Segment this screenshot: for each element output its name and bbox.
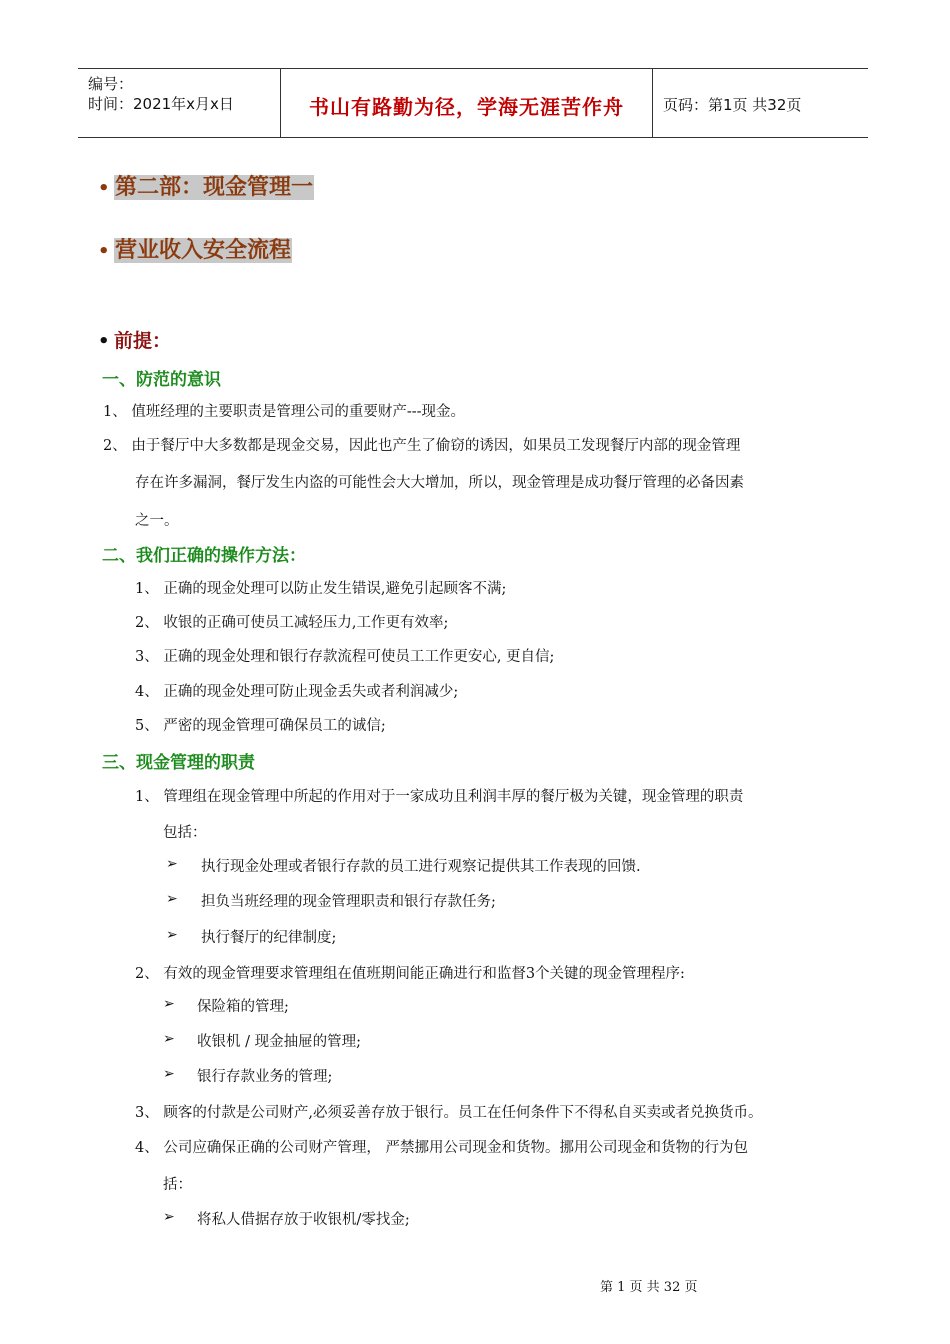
title-bullet-1: [98, 170, 314, 201]
bullet-dot-icon: •: [98, 331, 110, 352]
arrow-bullet-icon: ➢: [163, 996, 175, 1012]
arrow-bullet-icon: ➢: [166, 891, 178, 907]
page-footer: 第 1 页 共 32 页: [600, 1280, 698, 1295]
section3-sub-6: 银行存款业务的管理;: [197, 1069, 333, 1085]
section1-item-1: 1、 值班经理的主要职责是管理公司的重要财产---现金。: [103, 404, 466, 420]
arrow-bullet-icon: ➢: [166, 856, 178, 872]
section3-sub-2: 担负当班经理的现金管理职责和银行存款任务;: [201, 894, 496, 910]
section2-item-1: 1、 正确的现金处理可以防止发生错误,避免引起顾客不满;: [135, 581, 507, 597]
arrow-bullet-icon: ➢: [166, 927, 178, 943]
section2-item-3: 3、 正确的现金处理和银行存款流程可使员工工作更安心, 更自信;: [135, 649, 555, 665]
arrow-bullet-icon: ➢: [163, 1209, 175, 1225]
section3-item-4: 4、 公司应确保正确的公司财产管理， 严禁挪用公司现金和货物。挪用公司现金和货物的行为包: [135, 1140, 748, 1156]
section3-item-2: 2、 有效的现金管理要求管理组在值班期间能正确进行和监督3个关键的现金管理程序:: [135, 966, 685, 982]
section1-item-2-cont: 存在许多漏洞，餐厅发生内盗的可能性会大大增加，所以，现金管理是成功餐厅管理的必备因素: [135, 475, 744, 491]
section3-sub-3: 执行餐厅的纪律制度;: [201, 930, 337, 946]
section3-sub-4: 保险箱的管理;: [197, 999, 289, 1015]
premise-label: 前提：: [114, 330, 172, 352]
premise-bullet: [98, 326, 171, 353]
header-page-cell: [652, 69, 869, 137]
arrow-bullet-icon: ➢: [163, 1066, 175, 1082]
bullet-dot-icon: •: [98, 241, 110, 262]
arrow-bullet-icon: ➢: [163, 1031, 175, 1047]
bullet-dot-icon: •: [98, 178, 110, 199]
section3-item-1-cont: 包括：: [163, 825, 207, 841]
section3-sub-7: 将私人借据存放于收银机/零找金;: [197, 1212, 410, 1228]
section1-item-2-cont2: 之一。: [135, 513, 179, 529]
section1-title: 一、防范的意识: [102, 370, 221, 390]
section2-item-5: 5、 严密的现金管理可确保员工的诚信;: [135, 718, 386, 734]
time-label: 时间：2021年x月x日: [88, 95, 234, 113]
section3-item-1: 1、 管理组在现金管理中所起的作用对于一家成功且利润丰厚的餐厅极为关键，现金管理的职责: [135, 789, 744, 805]
section2-title: 二、我们正确的操作方法：: [102, 546, 306, 566]
title-part-1: 第二部：现金管理一: [115, 175, 314, 200]
section3-sub-5: 收银机 / 现金抽屉的管理;: [197, 1034, 361, 1050]
section3-sub-1: 执行现金处理或者银行存款的员工进行观察记提供其工作表现的回馈.: [201, 859, 641, 875]
title-bullet-2: [98, 233, 292, 264]
section1-item-2: 2、 由于餐厅中大多数都是现金交易，因此也产生了偷窃的诱因，如果员工发现餐厅内部的现金管理: [103, 438, 741, 454]
document-header: [78, 68, 868, 138]
header-meta-cell: [78, 69, 281, 137]
section3-title: 三、现金管理的职责: [102, 753, 255, 773]
number-label: 编号：: [88, 75, 134, 93]
section3-item-3: 3、 顾客的付款是公司财产,必须妥善存放于银行。员工在任何条件下不得私自买卖或者兑换货币。: [135, 1105, 763, 1121]
section2-item-2: 2、 收银的正确可使员工减轻压力,工作更有效率;: [135, 615, 449, 631]
header-motto: 书山有路勤为径，学海无涯苦作舟: [309, 95, 624, 119]
section2-item-4: 4、 正确的现金处理可防止现金丢失或者利润减少;: [135, 684, 459, 700]
title-part-2: 营业收入安全流程: [115, 238, 292, 263]
section3-item-4-cont: 括：: [163, 1177, 192, 1193]
page-info: 页码：第1页 共32页: [663, 96, 802, 114]
